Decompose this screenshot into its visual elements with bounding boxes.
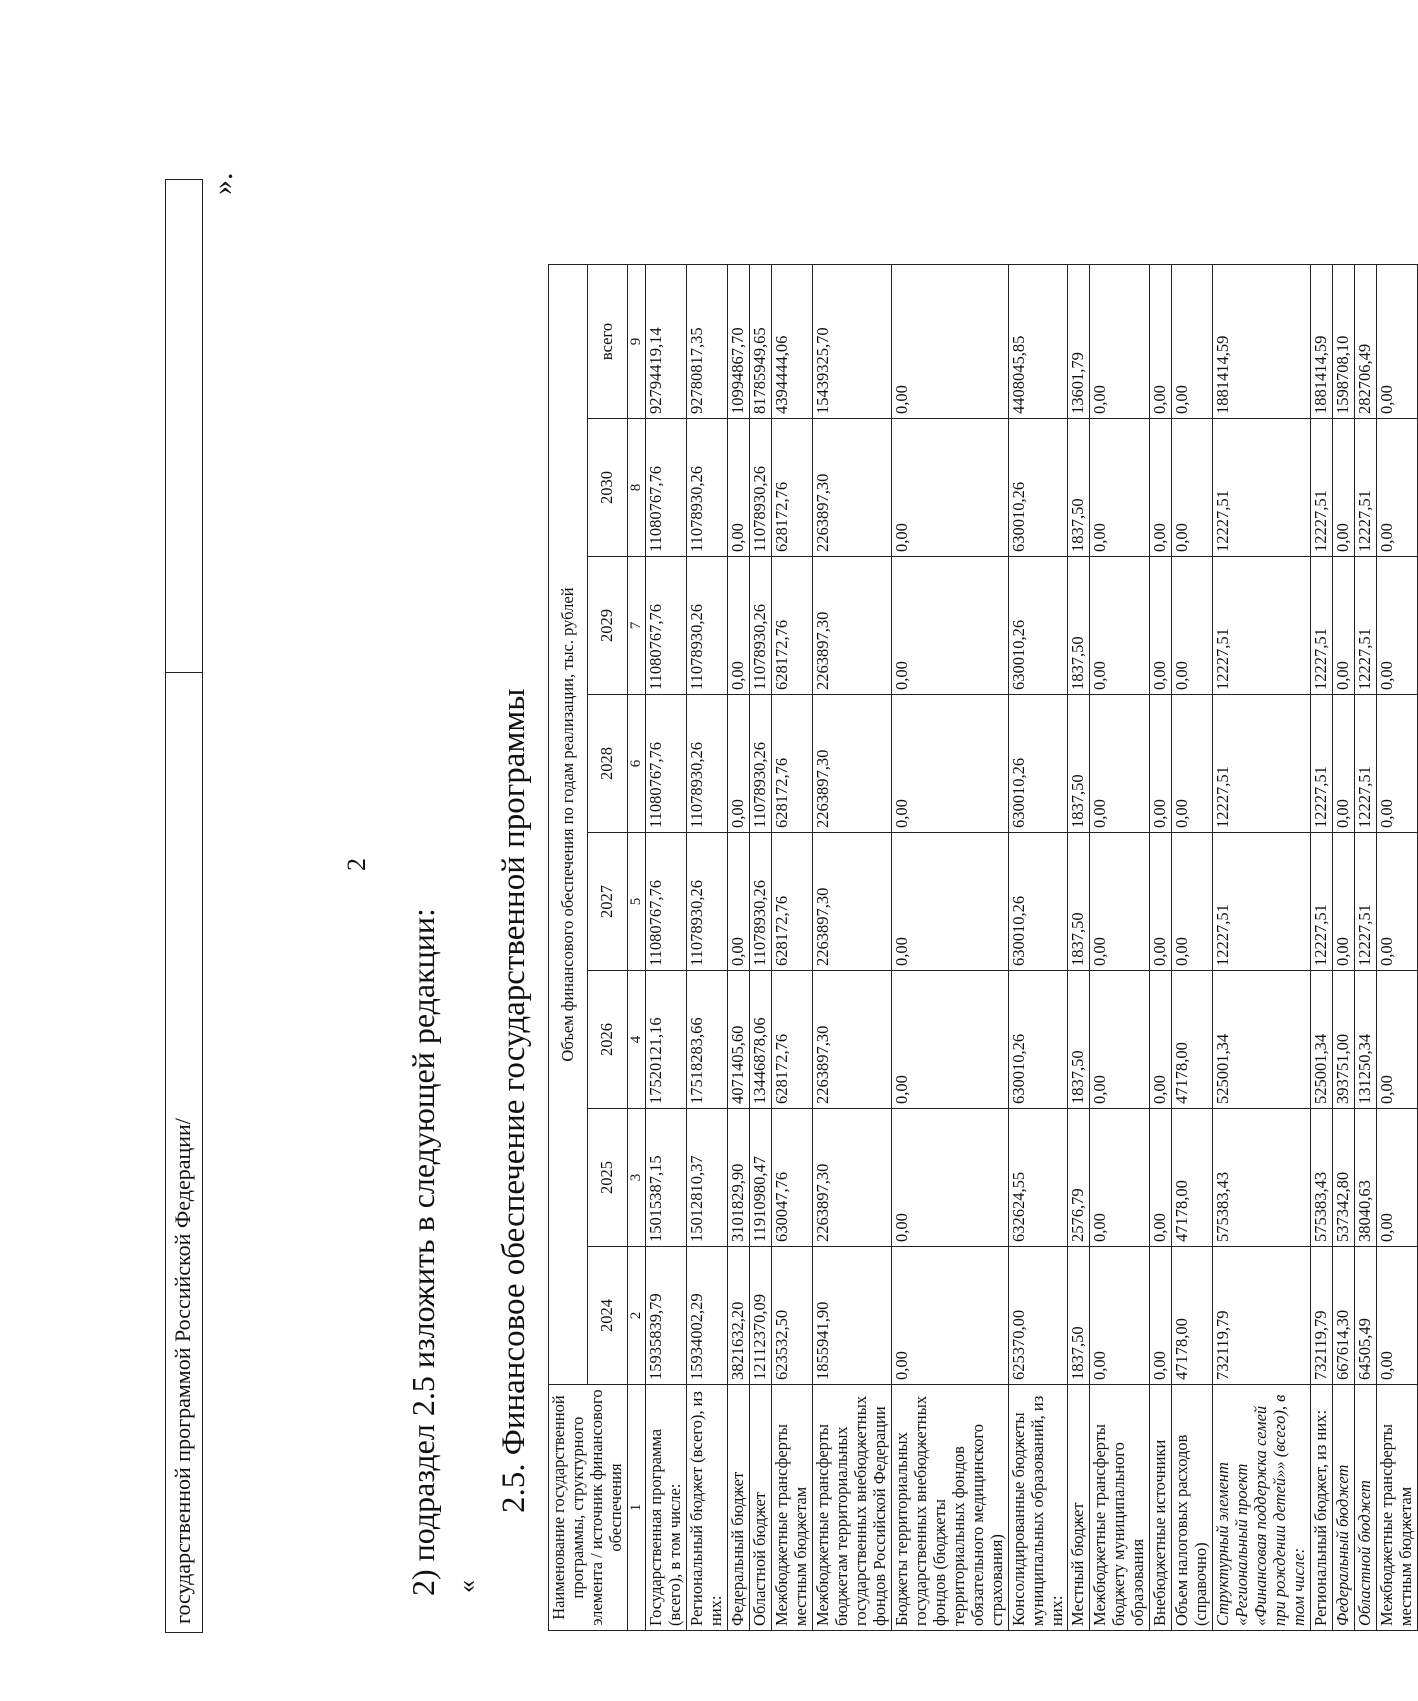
value-cell: 0,00 <box>1150 833 1172 971</box>
value-cell: 628172,76 <box>771 557 812 695</box>
value-cell: 47178,00 <box>1172 971 1213 1109</box>
page-number: 2 <box>342 858 371 871</box>
value-cell: 632624,55 <box>1008 1109 1068 1247</box>
section-title: 2.5. Финансовое обеспечение государственной программы <box>496 688 532 1513</box>
row-label: Внебюджетные источники <box>1150 1385 1172 1631</box>
value-cell: 623532,50 <box>771 1247 812 1385</box>
table-row <box>1068 265 1090 1631</box>
value-cell: 0,00 <box>1090 1247 1150 1385</box>
value-cell: 628172,76 <box>771 971 812 1109</box>
table-body <box>646 265 1418 1631</box>
value-cell: 628172,76 <box>771 419 812 557</box>
value-cell: 0,00 <box>1333 833 1355 971</box>
year-header: 2030 <box>588 419 627 557</box>
header-box <box>165 179 203 1633</box>
value-cell: 11080767,76 <box>646 419 687 557</box>
total-header: всего <box>588 265 627 419</box>
row-label: Областной бюджет <box>749 1385 771 1631</box>
header-row <box>549 265 588 1631</box>
value-cell: 2263897,30 <box>812 419 891 557</box>
value-cell: 12227,51 <box>1213 419 1311 557</box>
total-cell: 0,00 <box>1377 265 1418 419</box>
financing-table <box>548 264 1418 1631</box>
value-cell: 630010,26 <box>1008 833 1068 971</box>
value-cell: 12227,51 <box>1355 557 1377 695</box>
total-cell: 4408045,85 <box>1008 265 1068 419</box>
column-index: 2 <box>627 1247 645 1385</box>
table-row <box>728 265 750 1631</box>
value-cell: 0,00 <box>1377 1247 1418 1385</box>
row-label: Областной бюджет <box>1355 1385 1377 1631</box>
row-label: Федеральный бюджет <box>728 1385 750 1631</box>
value-cell: 0,00 <box>728 419 750 557</box>
value-cell: 0,00 <box>1150 695 1172 833</box>
year-header: 2027 <box>588 833 627 971</box>
value-cell: 11078930,26 <box>749 833 771 971</box>
row-label: Региональный бюджет (всего), из них: <box>687 1385 728 1631</box>
value-cell: 0,00 <box>891 833 1008 971</box>
value-cell: 15935839,79 <box>646 1247 687 1385</box>
value-cell: 12112370,09 <box>749 1247 771 1385</box>
table-row <box>1355 265 1377 1631</box>
value-cell: 12227,51 <box>1311 557 1333 695</box>
value-cell: 11080767,76 <box>646 557 687 695</box>
table-row <box>1311 265 1333 1631</box>
value-cell: 1837,50 <box>1068 971 1090 1109</box>
value-cell: 12227,51 <box>1355 695 1377 833</box>
value-cell: 11078930,26 <box>687 695 728 833</box>
value-cell: 0,00 <box>1150 1247 1172 1385</box>
year-header: 2028 <box>588 695 627 833</box>
value-cell: 15015387,15 <box>646 1109 687 1247</box>
value-cell: 2263897,30 <box>812 695 891 833</box>
value-cell: 11080767,76 <box>646 833 687 971</box>
table-row <box>891 265 1008 1631</box>
value-cell: 11910980,47 <box>749 1109 771 1247</box>
value-cell: 732119,79 <box>1213 1247 1311 1385</box>
table-row <box>749 265 771 1631</box>
value-cell: 12227,51 <box>1213 557 1311 695</box>
row-label: Межбюджетные трансферты местным бюджетам <box>1377 1385 1418 1631</box>
value-cell: 0,00 <box>728 557 750 695</box>
value-cell: 0,00 <box>1090 833 1150 971</box>
total-cell: 13601,79 <box>1068 265 1090 419</box>
value-cell: 625370,00 <box>1008 1247 1068 1385</box>
total-cell: 92780817,35 <box>687 265 728 419</box>
value-cell: 47178,00 <box>1172 1109 1213 1247</box>
value-cell: 11078930,26 <box>749 419 771 557</box>
value-cell: 13446878,06 <box>749 971 771 1109</box>
value-cell: 0,00 <box>1150 419 1172 557</box>
value-cell: 0,00 <box>891 695 1008 833</box>
value-cell: 0,00 <box>728 833 750 971</box>
table-row <box>812 265 891 1631</box>
value-cell: 38040,63 <box>1355 1109 1377 1247</box>
value-cell: 12227,51 <box>1355 833 1377 971</box>
value-cell: 0,00 <box>1150 557 1172 695</box>
value-cell: 11078930,26 <box>749 695 771 833</box>
column-index-row <box>627 265 645 1631</box>
value-cell: 525001,34 <box>1213 971 1311 1109</box>
header-box-empty-cell <box>166 180 202 672</box>
value-cell: 131250,34 <box>1355 971 1377 1109</box>
opening-quote: « <box>452 1580 481 1593</box>
value-cell: 17518283,66 <box>687 971 728 1109</box>
total-cell: 0,00 <box>891 265 1008 419</box>
value-cell: 732119,79 <box>1311 1247 1333 1385</box>
header-box-text: государственной программой Российской Федерации/ <box>166 672 202 1632</box>
value-cell: 667614,30 <box>1333 1247 1355 1385</box>
value-cell: 393751,00 <box>1333 971 1355 1109</box>
value-cell: 64505,49 <box>1355 1247 1377 1385</box>
value-cell: 1837,50 <box>1068 557 1090 695</box>
value-cell: 3101829,90 <box>728 1109 750 1247</box>
table-row <box>1090 265 1150 1631</box>
value-cell: 575383,43 <box>1311 1109 1333 1247</box>
value-cell: 0,00 <box>1377 557 1418 695</box>
row-label: Объем налоговых расходов (справочно) <box>1172 1385 1213 1631</box>
value-cell: 11078930,26 <box>749 557 771 695</box>
total-cell: 0,00 <box>1090 265 1150 419</box>
value-cell: 12227,51 <box>1213 833 1311 971</box>
row-label: Государственная программа (всего), в том числе: <box>646 1385 687 1631</box>
column-index: 8 <box>627 419 645 557</box>
volume-group-header: Объем финансового обеспечения по годам реализации, тыс. рублей <box>549 265 588 1385</box>
column-index: 7 <box>627 557 645 695</box>
value-cell: 0,00 <box>1377 695 1418 833</box>
table-row <box>1377 265 1418 1631</box>
value-cell: 0,00 <box>891 1109 1008 1247</box>
column-index: 3 <box>627 1109 645 1247</box>
value-cell: 15934002,29 <box>687 1247 728 1385</box>
value-cell: 0,00 <box>1090 971 1150 1109</box>
value-cell: 0,00 <box>1377 1109 1418 1247</box>
intro-text: 2) подраздел 2.5 изложить в следующей редакции: <box>405 908 441 1596</box>
table-row <box>1150 265 1172 1631</box>
row-label: Консолидированные бюджеты муниципальных образований, из них: <box>1008 1385 1068 1631</box>
value-cell: 1837,50 <box>1068 695 1090 833</box>
table-row <box>646 265 687 1631</box>
total-cell: 81785949,65 <box>749 265 771 419</box>
total-cell: 4394444,06 <box>771 265 812 419</box>
value-cell: 630010,26 <box>1008 419 1068 557</box>
value-cell: 12227,51 <box>1311 419 1333 557</box>
value-cell: 0,00 <box>1090 557 1150 695</box>
column-index: 5 <box>627 833 645 971</box>
value-cell: 525001,34 <box>1311 971 1333 1109</box>
table-row <box>771 265 812 1631</box>
row-label: Местный бюджет <box>1068 1385 1090 1631</box>
value-cell: 0,00 <box>1172 833 1213 971</box>
total-cell: 0,00 <box>1172 265 1213 419</box>
total-cell: 282706,49 <box>1355 265 1377 419</box>
value-cell: 0,00 <box>1172 419 1213 557</box>
value-cell: 0,00 <box>1333 557 1355 695</box>
value-cell: 0,00 <box>1333 695 1355 833</box>
value-cell: 630047,76 <box>771 1109 812 1247</box>
table-row <box>1008 265 1068 1631</box>
value-cell: 0,00 <box>1377 971 1418 1109</box>
total-cell: 0,00 <box>1150 265 1172 419</box>
total-cell: 10994867,70 <box>728 265 750 419</box>
value-cell: 0,00 <box>1172 695 1213 833</box>
total-cell: 1598708,10 <box>1333 265 1355 419</box>
table-row <box>1172 265 1213 1631</box>
value-cell: 12227,51 <box>1213 695 1311 833</box>
table-row <box>1333 265 1355 1631</box>
value-cell: 537342,80 <box>1333 1109 1355 1247</box>
row-label: Федеральный бюджет <box>1333 1385 1355 1631</box>
value-cell: 11078930,26 <box>687 419 728 557</box>
name-column-header: Наименование государственной программы, структурного элемента / источник финансового обеспечения <box>549 1385 628 1631</box>
value-cell: 0,00 <box>728 695 750 833</box>
value-cell: 628172,76 <box>771 833 812 971</box>
value-cell: 11080767,76 <box>646 695 687 833</box>
value-cell: 0,00 <box>891 557 1008 695</box>
value-cell: 47178,00 <box>1172 1247 1213 1385</box>
value-cell: 0,00 <box>1377 833 1418 971</box>
total-cell: 1881414,59 <box>1213 265 1311 419</box>
value-cell: 1837,50 <box>1068 833 1090 971</box>
value-cell: 12227,51 <box>1311 833 1333 971</box>
value-cell: 12227,51 <box>1355 419 1377 557</box>
table-row <box>1213 265 1311 1631</box>
value-cell: 2263897,30 <box>812 557 891 695</box>
value-cell: 2576,79 <box>1068 1109 1090 1247</box>
year-header: 2025 <box>588 1109 627 1247</box>
column-index: 1 <box>627 1385 645 1631</box>
value-cell: 2263897,30 <box>812 833 891 971</box>
value-cell: 0,00 <box>891 419 1008 557</box>
value-cell: 1837,50 <box>1068 419 1090 557</box>
value-cell: 2263897,30 <box>812 971 891 1109</box>
row-label: Межбюджетные трансферты бюджету муниципального образования <box>1090 1385 1150 1631</box>
value-cell: 1837,50 <box>1068 1247 1090 1385</box>
value-cell: 0,00 <box>891 1247 1008 1385</box>
value-cell: 2263897,30 <box>812 1109 891 1247</box>
value-cell: 630010,26 <box>1008 695 1068 833</box>
table-row <box>687 265 728 1631</box>
row-label: Структурный элемент «Региональный проект «Финансовая поддержка семей при рождении детей»» (всего), в том числе: <box>1213 1385 1311 1631</box>
value-cell: 1855941,90 <box>812 1247 891 1385</box>
value-cell: 0,00 <box>1090 419 1150 557</box>
value-cell: 630010,26 <box>1008 557 1068 695</box>
value-cell: 628172,76 <box>771 695 812 833</box>
total-cell: 15439325,70 <box>812 265 891 419</box>
value-cell: 0,00 <box>1172 557 1213 695</box>
row-label: Региональный бюджет, из них: <box>1311 1385 1333 1631</box>
value-cell: 0,00 <box>1333 419 1355 557</box>
value-cell: 0,00 <box>1090 1109 1150 1247</box>
column-index: 4 <box>627 971 645 1109</box>
total-cell: 92794419,14 <box>646 265 687 419</box>
value-cell: 12227,51 <box>1311 695 1333 833</box>
closing-quote: ». <box>206 172 239 195</box>
value-cell: 575383,43 <box>1213 1109 1311 1247</box>
year-header: 2026 <box>588 971 627 1109</box>
year-header: 2024 <box>588 1247 627 1385</box>
value-cell: 17520121,16 <box>646 971 687 1109</box>
value-cell: 15012810,37 <box>687 1109 728 1247</box>
value-cell: 4071405,60 <box>728 971 750 1109</box>
value-cell: 630010,26 <box>1008 971 1068 1109</box>
row-label: Бюджеты территориальных государственных внебюджетных фондов (бюджеты территориальных фондов обязательного медицинского страхования) <box>891 1385 1008 1631</box>
column-index: 6 <box>627 695 645 833</box>
total-cell: 1881414,59 <box>1311 265 1333 419</box>
value-cell: 0,00 <box>1377 419 1418 557</box>
row-label: Межбюджетные трансферты бюджетам территориальных государственных внебюджетных фондов Российской Федерации <box>812 1385 891 1631</box>
value-cell: 0,00 <box>1150 1109 1172 1247</box>
value-cell: 3821632,20 <box>728 1247 750 1385</box>
value-cell: 0,00 <box>1150 971 1172 1109</box>
column-index: 9 <box>627 265 645 419</box>
value-cell: 0,00 <box>1090 695 1150 833</box>
value-cell: 11078930,26 <box>687 833 728 971</box>
year-header: 2029 <box>588 557 627 695</box>
value-cell: 11078930,26 <box>687 557 728 695</box>
row-label: Межбюджетные трансферты местным бюджетам <box>771 1385 812 1631</box>
value-cell: 0,00 <box>891 971 1008 1109</box>
